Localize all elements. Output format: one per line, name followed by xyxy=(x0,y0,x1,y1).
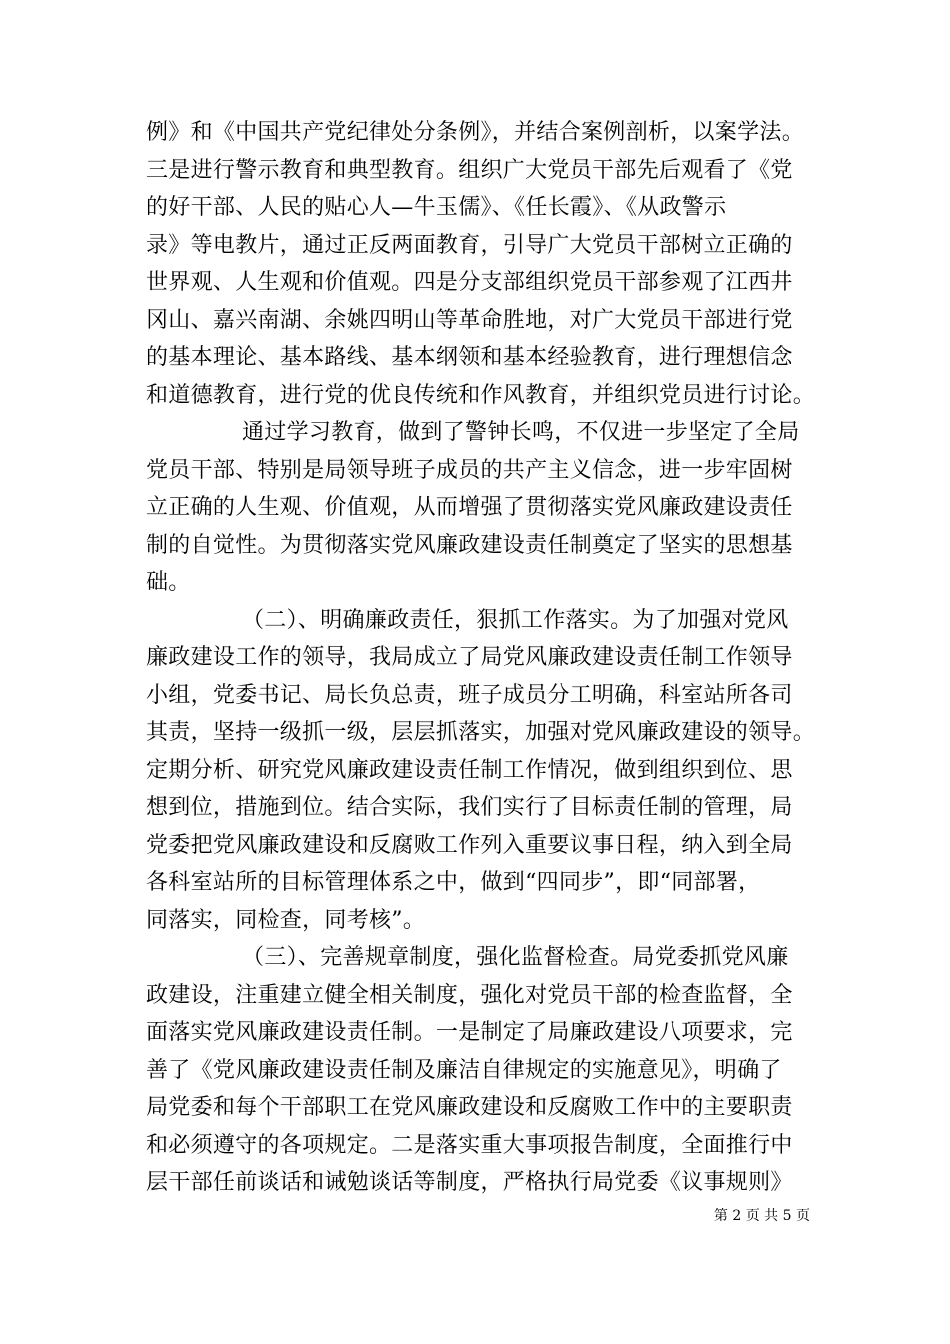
text-line: 冈山、嘉兴南湖、余姚四明山等革命胜地，对广大党员干部进行党 xyxy=(146,307,793,333)
text-line: 面落实党风廉政建设责任制。一是制定了局廉政建设八项要求，完 xyxy=(146,1020,793,1045)
text-line: 同落实，同检查，同考核”。 xyxy=(146,907,426,933)
text-line: 和必须遵守的各项规定。二是落实重大事项报告制度，全面推行中 xyxy=(146,1132,793,1158)
text-line: 想到位，措施到位。结合实际，我们实行了目标责任制的管理，局 xyxy=(146,795,793,820)
text-line: 廉政建设工作的领导，我局成立了局党风廉政建设责任制工作领导 xyxy=(146,645,793,670)
text-line: 制的自觉性。为贯彻落实党风廉政建设责任制奠定了坚实的思想基 xyxy=(146,532,793,558)
text-line: 的基本理论、基本路线、基本纲领和基本经验教育，进行理想信念 xyxy=(146,345,793,370)
text-line: 层干部任前谈话和诫勉谈话等制度，严格执行局党委《议事规则》 xyxy=(146,1170,793,1195)
text-line: 小组，党委书记、局长负总责，班子成员分工明确，科室站所各司 xyxy=(146,682,793,708)
text-line: 录》等电教片，通过正反两面教育，引导广大党员干部树立正确的 xyxy=(146,232,793,258)
text-line: 世界观、人生观和价值观。四是分支部组织党员干部参观了江西井 xyxy=(146,270,793,295)
text-line: 和道德教育，进行党的优良传统和作风教育，并组织党员进行讨论。 xyxy=(146,382,816,408)
text-line: 各科室站所的目标管理体系之中，做到“四同步”，即“同部署， xyxy=(146,870,761,895)
text-line: 善了《党风廉政建设责任制及廉洁自律规定的实施意见》，明确了 xyxy=(146,1057,782,1083)
text-line: 政建设，注重建立健全相关制度，强化对党员干部的检查监督，全 xyxy=(146,982,793,1008)
text-line: 的好干部、人民的贴心人—牛玉儒》、《任长霞》、《从政警示 xyxy=(146,195,727,220)
text-line: 础。 xyxy=(146,570,191,595)
paragraph-start-line: （二）、明确廉政责任，狠抓工作落实。为了加强对党风 xyxy=(242,607,789,633)
body-text xyxy=(146,114,818,1202)
paragraph-start-line: 通过学习教育，做到了警钟长鸣，不仅进一步坚定了全局 xyxy=(242,420,800,445)
text-line: 其责，坚持一级抓一级，层层抓落实，加强对党风廉政建设的领导。 xyxy=(146,720,816,745)
text-line: 例》和《中国共产党纪律处分条例》，并结合案例剖析，以案学法。 xyxy=(146,120,805,145)
page-number-footer: 第 2 页 共 5 页 xyxy=(713,1208,810,1224)
text-line: 三是进行警示教育和典型教育。组织广大党员干部先后观看了《党 xyxy=(146,157,793,183)
text-line: 局党委和每个干部职工在党风廉政建设和反腐败工作中的主要职责 xyxy=(146,1095,793,1120)
text-line: 立正确的人生观、价值观，从而增强了贯彻落实党风廉政建设责任 xyxy=(146,495,793,520)
text-line: 党委把党风廉政建设和反腐败工作列入重要议事日程，纳入到全局 xyxy=(146,832,793,858)
paragraph-start-line: （三）、完善规章制度，强化监督检查。局党委抓党风廉 xyxy=(242,945,789,970)
text-line: 党员干部、特别是局领导班子成员的共产主义信念，进一步牢固树 xyxy=(146,457,793,483)
text-line: 定期分析、研究党风廉政建设责任制工作情况，做到组织到位、思 xyxy=(146,757,793,783)
